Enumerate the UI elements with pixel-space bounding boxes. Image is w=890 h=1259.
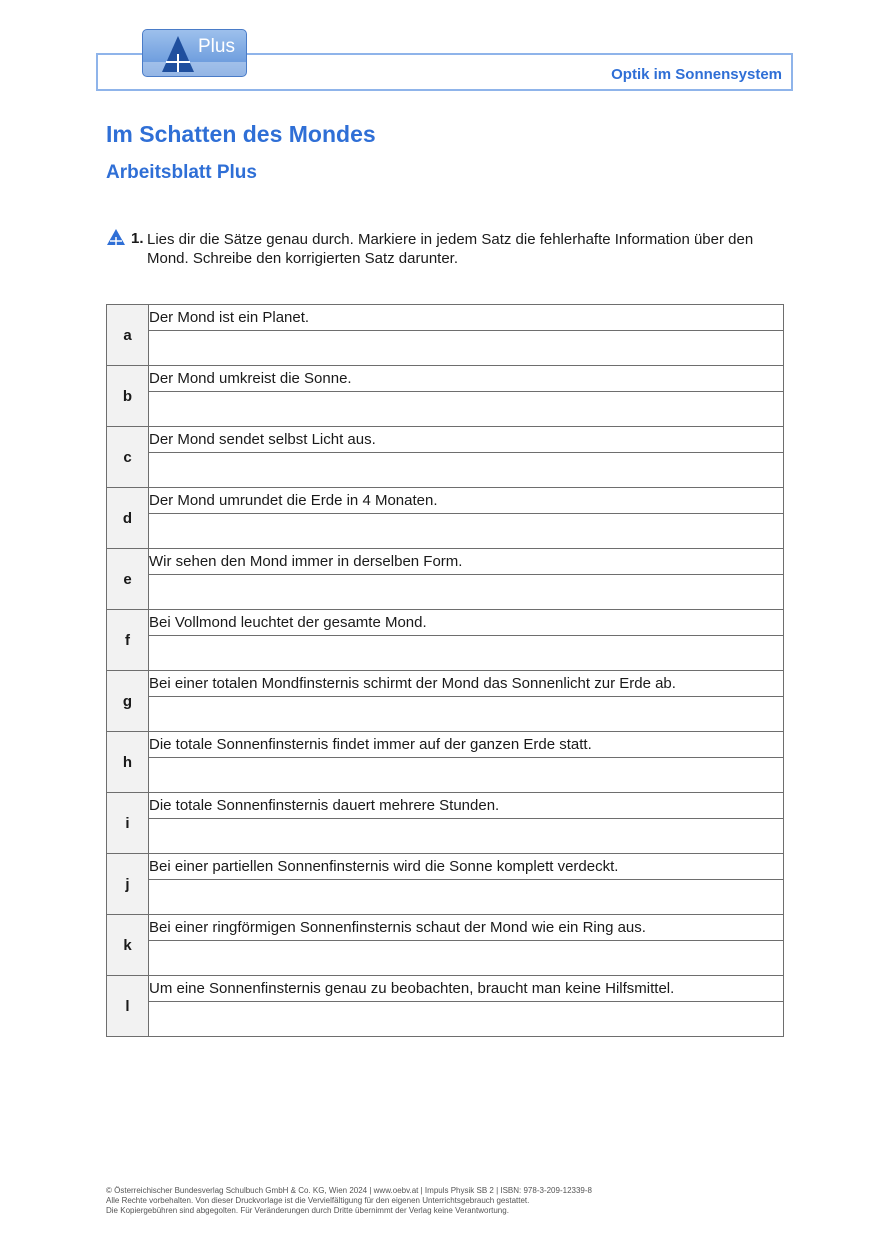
task-instruction: Lies dir die Sätze genau durch. Markiere in jedem Satz die fehlerhafte Information über den Mond. Schreibe den korrigierten Satz darunter.	[147, 231, 754, 267]
table-row	[107, 854, 784, 880]
answer-field[interactable]	[149, 453, 784, 488]
answer-field[interactable]	[149, 697, 784, 732]
footer-copyright: © Österreichischer Bundesverlag Schulbuch GmbH & Co. KG, Wien 2024 | www.oebv.at | Impuls Physik SB 2 | ISBN: 978-3-209-12339-8	[106, 1186, 592, 1195]
table-row	[107, 427, 784, 453]
logo-text: Plus	[198, 36, 235, 57]
table-row	[107, 610, 784, 636]
footer	[106, 1186, 592, 1216]
row-sentence: Bei Vollmond leuchtet der gesamte Mond.	[149, 610, 784, 636]
row-sentence: Der Mond ist ein Planet.	[149, 305, 784, 331]
answer-row	[107, 941, 784, 976]
answer-field[interactable]	[149, 941, 784, 976]
table-row	[107, 976, 784, 1002]
row-letter: j	[107, 854, 149, 915]
task-triangle-icon	[106, 228, 126, 246]
answer-row	[107, 514, 784, 549]
row-letter: h	[107, 732, 149, 793]
row-letter: f	[107, 610, 149, 671]
row-letter: b	[107, 366, 149, 427]
row-letter: e	[107, 549, 149, 610]
table-row	[107, 488, 784, 514]
answer-field[interactable]	[149, 1002, 784, 1037]
row-letter: a	[107, 305, 149, 366]
table-row	[107, 793, 784, 819]
row-sentence: Bei einer partiellen Sonnenfinsternis wird die Sonne komplett verdeckt.	[149, 854, 784, 880]
row-sentence: Der Mond sendet selbst Licht aus.	[149, 427, 784, 453]
answer-field[interactable]	[149, 331, 784, 366]
row-sentence: Um eine Sonnenfinsternis genau zu beobachten, braucht man keine Hilfsmittel.	[149, 976, 784, 1002]
answer-field[interactable]	[149, 819, 784, 854]
answer-row	[107, 880, 784, 915]
table-row	[107, 915, 784, 941]
answer-row	[107, 697, 784, 732]
answer-row	[107, 392, 784, 427]
worksheet-table	[106, 304, 784, 1037]
answer-field[interactable]	[149, 880, 784, 915]
answer-row	[107, 636, 784, 671]
table-row	[107, 671, 784, 697]
section-title: Optik im Sonnensystem	[611, 66, 782, 83]
table-row	[107, 305, 784, 331]
row-sentence: Bei einer ringförmigen Sonnenfinsternis schaut der Mond wie ein Ring aus.	[149, 915, 784, 941]
answer-row	[107, 1002, 784, 1037]
answer-row	[107, 575, 784, 610]
footer-rights: Alle Rechte vorbehalten. Von dieser Druckvorlage ist die Vervielfältigung für den eigenen Unterrichtsgebrauch gestattet.	[106, 1196, 530, 1205]
row-sentence: Der Mond umkreist die Sonne.	[149, 366, 784, 392]
answer-field[interactable]	[149, 514, 784, 549]
answer-row	[107, 331, 784, 366]
row-sentence: Die totale Sonnenfinsternis findet immer auf der ganzen Erde statt.	[149, 732, 784, 758]
row-letter: c	[107, 427, 149, 488]
answer-field[interactable]	[149, 636, 784, 671]
table-row	[107, 366, 784, 392]
plus-logo	[142, 29, 247, 77]
answer-field[interactable]	[149, 758, 784, 793]
answer-row	[107, 453, 784, 488]
row-letter: d	[107, 488, 149, 549]
row-letter: k	[107, 915, 149, 976]
answer-field[interactable]	[149, 392, 784, 427]
row-sentence: Die totale Sonnenfinsternis dauert mehrere Stunden.	[149, 793, 784, 819]
row-sentence: Bei einer totalen Mondfinsternis schirmt der Mond das Sonnenlicht zur Erde ab.	[149, 671, 784, 697]
answer-row	[107, 819, 784, 854]
answer-row	[107, 758, 784, 793]
task-number: 1.	[131, 230, 144, 247]
row-sentence: Der Mond umrundet die Erde in 4 Monaten.	[149, 488, 784, 514]
table-row	[107, 549, 784, 575]
row-letter: l	[107, 976, 149, 1037]
footer-disclaimer: Die Kopiergebühren sind abgegolten. Für Veränderungen durch Dritte übernimmt der Verlag keine Verantwortung.	[106, 1206, 509, 1215]
table-row	[107, 732, 784, 758]
row-letter: i	[107, 793, 149, 854]
answer-field[interactable]	[149, 575, 784, 610]
row-sentence: Wir sehen den Mond immer in derselben Form.	[149, 549, 784, 575]
row-letter: g	[107, 671, 149, 732]
page-subtitle: Arbeitsblatt Plus	[106, 162, 257, 183]
triangle-logo-icon	[160, 34, 196, 74]
page-title: Im Schatten des Mondes	[106, 121, 376, 147]
